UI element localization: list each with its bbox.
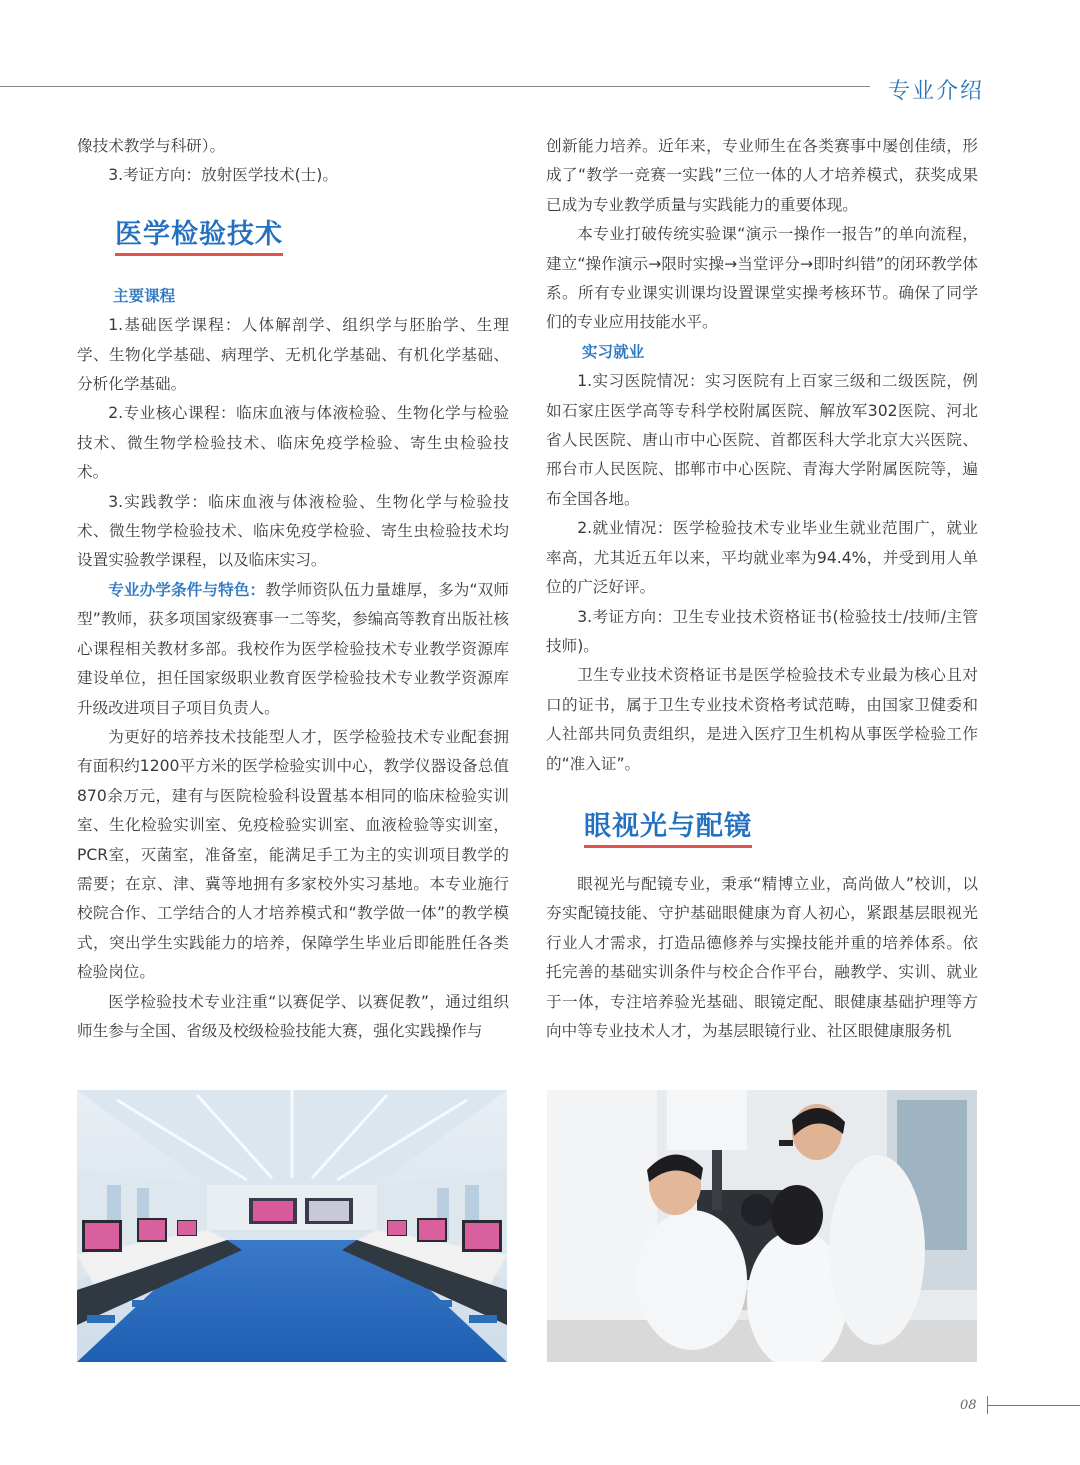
lab-photo — [77, 1090, 507, 1362]
paragraph-closed-loop: 本专业打破传统实验课“演示一操作一报告”的单向流程，建立“操作演示→限时实操→当堂评分→即时纠错”的闭环教学体系。所有专业课实训课均设置课堂实操考核环节。确保了同学们的专业应用技能水平。 — [546, 225, 978, 332]
paragraph-continued: 像技术教学与科研）。 — [77, 137, 226, 155]
paragraph-cert-detail: 卫生专业技术资格证书是医学检验技术专业最为核心且对口的证书，属于卫生专业技术资格考试范畴，由国家卫健委和人社部共同负责组织，是进入医疗卫生机构从事医学检验工作的“准入证”。 — [546, 666, 978, 773]
paragraph-features — [77, 576, 509, 723]
section-title-wrap-right — [584, 809, 978, 848]
page-number: 08 — [960, 1398, 977, 1413]
paragraph-employment: 2.就业情况：医学检验技术专业毕业生就业范围广，就业率高，尤其近五年以来，平均就业率为94.4%，并受到用人单位的广泛好评。 — [546, 519, 978, 597]
section-label: 专业介绍 — [888, 79, 985, 104]
optometry-photo — [547, 1090, 977, 1362]
paragraph-practice: 3.实践教学：临床血液与体液检验、生物化学与检验技术、微生物学检验技术、临床免疫学检验、寄生虫检验技术均设置实验教学课程，以及临床实习。 — [77, 492, 509, 570]
left-column — [77, 132, 509, 1046]
right-column — [546, 132, 978, 1046]
section-title-optometry: 眼视光与配镜 — [584, 809, 752, 848]
paragraph-continued-right: 创新能力培养。近年来，专业师生在各类赛事中屡创佳绩，形成了“教学一竞赛一实践”三位一体的人才培养模式，获奖成果已成为专业教学质量与实践能力的重要体现。 — [546, 137, 978, 214]
paragraph-competition: 医学检验技术专业注重“以赛促学、以赛促教”，通过组织师生参与全国、省级及校级检验技能大赛，强化实践操作与 — [77, 992, 509, 1040]
header-rule — [0, 86, 870, 87]
paragraph-hospitals: 1.实习医院情况：实习医院有上百家三级和二级医院，例如石家庄医学高等专科学校附属医院、解放军302医院、河北省人民医院、唐山市中心医院、首都医科大学北京大兴医院、邢台市人民医院、邯郸市中心医院、青海大学附属医院等，遍布全国各地。 — [546, 372, 978, 508]
paragraph-facilities: 为更好的培养技术技能型人才，医学检验技术专业配套拥有面积约1200平方米的医学检验实训中心，教学仪器设备总值870余万元，建有与医院检验科设置基本相同的临床检验实训室、生化检验实训室、免疫检验实训室、血液检验等实训室，PCR室，灭菌室，准备室，能满足手工为主的实训项目教学的需要；在京、津、冀等地拥有多家校外实习基地。本专业施行校院合作、工学结合的人才培养模式和“教学做一体”的教学模式，突出学生实践能力的培养，保障学生毕业后即能胜任各类检验岗位。 — [77, 727, 509, 982]
features-text: 教学师资队伍力量雄厚，多为“双师型”教师，获多项国家级赛事一二等奖，参编高等教育出版社核心课程相关教材多部。我校作为医学检验技术专业教学资源库建设单位，担任国家级职业教育医学检验技术专业教学资源库升级改进项目子项目负责人。 — [77, 580, 509, 717]
paragraph-radiology-cert: 3.考证方向：放射医学技术(士)。 — [108, 166, 338, 185]
footer-rule — [987, 1405, 1080, 1406]
paragraph-optometry: 眼视光与配镜专业，秉承“精博立业，高尚做人”校训，以夯实配镜技能、守护基础眼健康为育人初心，紧跟基层眼视光行业人才需求，打造品德修养与实操技能并重的培养体系。依托完善的基础实训条件与校企合作平台，融教学、实训、就业于一体，专注培养验光基础、眼镜定配、眼健康基础护理等方向中等专业技术人才，为基层眼镜行业、社区眼健康服务机 — [546, 874, 978, 1040]
subheading-internship: 实习就业 — [581, 342, 645, 361]
section-title-wrap — [115, 217, 509, 256]
section-title-lab-tech: 医学检验技术 — [115, 217, 283, 256]
subheading-features: 专业办学条件与特色： — [108, 580, 266, 599]
paragraph-core-courses: 2.专业核心课程：临床血液与体液检验、生物化学与检验技术、微生物学检验技术、临床免疫学检验、寄生虫检验技术。 — [77, 404, 509, 482]
paragraph-basic-courses: 1.基础医学课程：人体解剖学、组织学与胚胎学、生理学、生物化学基础、病理学、无机化学基础、有机化学基础、分析化学基础。 — [77, 316, 509, 394]
subheading-courses: 主要课程 — [112, 286, 176, 305]
paragraph-cert: 3.考证方向：卫生专业技术资格证书(检验技士/技师/主管技师)。 — [546, 607, 978, 655]
